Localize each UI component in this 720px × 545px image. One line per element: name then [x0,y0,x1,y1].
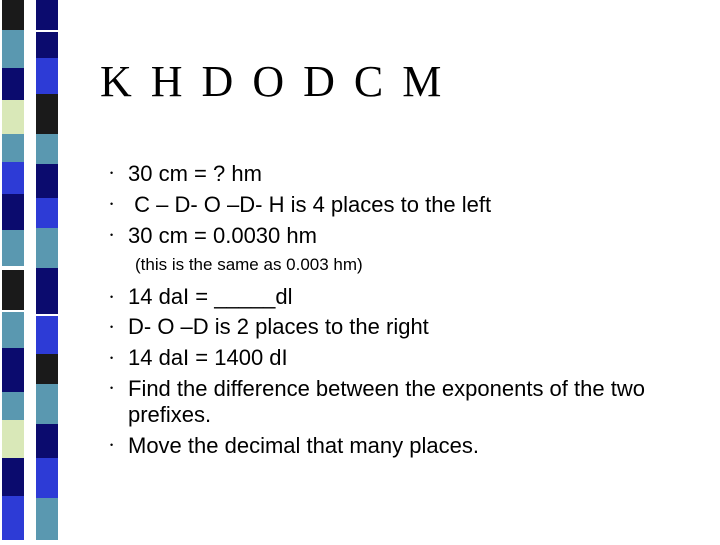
bullet-text: Move the decimal that many places. [128,433,479,458]
bullet-text: 30 cm = ? hm [128,161,262,186]
bullet-icon: • [110,353,114,363]
bullet-icon: • [110,168,114,178]
bullet-text: 14 daI = _____dl [128,284,293,309]
bullet-icon: • [110,322,114,332]
bullet-text-continuation: prefixes. [128,402,212,427]
bullet-icon: • [110,440,114,450]
stripe-blocks [0,0,64,540]
bullet-icon: • [110,383,114,393]
bullet-text: D- O –D is 2 places to the right [128,314,429,339]
decorative-stripe [0,0,64,540]
bullet-text: C – D- O –D- H is 4 places to the left [128,192,492,217]
bullet-icon: • [110,230,114,240]
bullet-icon: • [110,292,114,302]
bullet-icon: • [110,199,114,209]
bullet-text: 14 daI = 1400 dI [128,345,288,370]
slide-title: K H D O D C M [100,57,446,106]
bullet-text: 30 cm = 0.0030 hm [128,223,317,248]
bullet-text: Find the difference between the exponents of the two [128,376,645,401]
sub-note: (this is the same as 0.003 hm) [135,255,363,274]
